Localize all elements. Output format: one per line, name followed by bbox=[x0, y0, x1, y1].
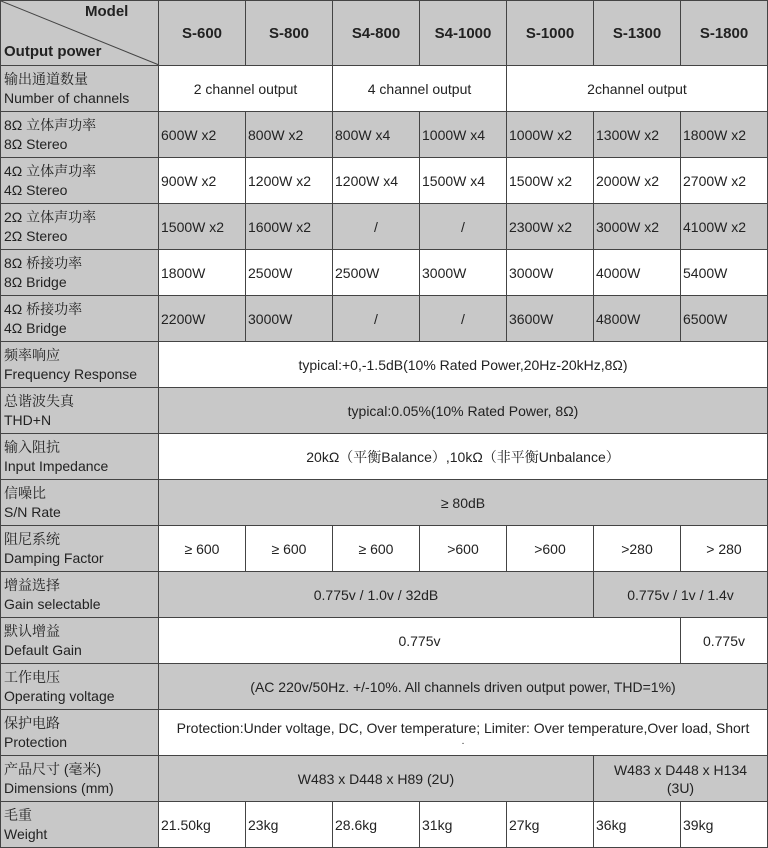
row-label: 输入阻抗 Input Impedance bbox=[1, 434, 159, 480]
dimensions-3u-line1: W483 x D448 x H134 bbox=[613, 761, 748, 778]
value-cell: (AC 220v/50Hz. +/-10%. All channels driven output power, THD=1%) bbox=[159, 664, 768, 710]
value-cell: 1500W x4 bbox=[420, 158, 507, 204]
value-cell: >600 bbox=[420, 526, 507, 572]
model-header: S-600 bbox=[159, 1, 246, 66]
row-label: 毛重 Weight bbox=[1, 802, 159, 848]
row-stereo-8ohm bbox=[1, 112, 768, 158]
value-cell: / bbox=[420, 204, 507, 250]
value-cell: 2200W bbox=[159, 296, 246, 342]
model-header: S4-1000 bbox=[420, 1, 507, 66]
value-cell: 2300W x2 bbox=[507, 204, 594, 250]
value-cell: 0.775v / 1.0v / 32dB bbox=[159, 572, 594, 618]
value-cell: 28.6kg bbox=[333, 802, 420, 848]
value-cell: 27kg bbox=[507, 802, 594, 848]
row-sn-rate bbox=[1, 480, 768, 526]
value-cell bbox=[159, 710, 768, 756]
value-cell: W483 x D448 x H89 (2U) bbox=[159, 756, 594, 802]
row-frequency-response bbox=[1, 342, 768, 388]
row-bridge-4ohm bbox=[1, 296, 768, 342]
value-cell: / bbox=[333, 296, 420, 342]
row-label: 信噪比 S/N Rate bbox=[1, 480, 159, 526]
value-cell: 2700W x2 bbox=[681, 158, 768, 204]
row-gain-selectable bbox=[1, 572, 768, 618]
value-cell: 1200W x2 bbox=[246, 158, 333, 204]
corner-cell bbox=[1, 1, 159, 66]
value-cell: 1800W x2 bbox=[681, 112, 768, 158]
value-cell: 36kg bbox=[594, 802, 681, 848]
value-cell: 2channel output bbox=[507, 66, 768, 112]
row-label: 默认增益 Default Gain bbox=[1, 618, 159, 664]
value-cell: 2 channel output bbox=[159, 66, 333, 112]
model-header: S-1800 bbox=[681, 1, 768, 66]
row-bridge-8ohm bbox=[1, 250, 768, 296]
value-cell: 20kΩ（平衡Balance）,10kΩ（非平衡Unbalance） bbox=[159, 434, 768, 480]
value-cell: ≥ 600 bbox=[159, 526, 246, 572]
model-header: S-1000 bbox=[507, 1, 594, 66]
row-default-gain bbox=[1, 618, 768, 664]
value-cell: ≥ 600 bbox=[246, 526, 333, 572]
value-cell: 4000W bbox=[594, 250, 681, 296]
row-operating-voltage bbox=[1, 664, 768, 710]
value-cell: 1200W x4 bbox=[333, 158, 420, 204]
row-thd bbox=[1, 388, 768, 434]
row-label: 4Ω 立体声功率 4Ω Stereo bbox=[1, 158, 159, 204]
row-label: 总谐波失真 THD+N bbox=[1, 388, 159, 434]
value-cell: 2500W bbox=[333, 250, 420, 296]
value-cell: 3000W bbox=[246, 296, 333, 342]
value-cell: 1000W x4 bbox=[420, 112, 507, 158]
value-cell: >600 bbox=[507, 526, 594, 572]
row-dimensions bbox=[1, 756, 768, 802]
value-cell: 1500W x2 bbox=[159, 204, 246, 250]
row-label: 保护电路 Protection bbox=[1, 710, 159, 756]
row-stereo-4ohm bbox=[1, 158, 768, 204]
value-cell: 2000W x2 bbox=[594, 158, 681, 204]
value-cell: 39kg bbox=[681, 802, 768, 848]
value-cell: 31kg bbox=[420, 802, 507, 848]
value-cell: typical:+0,-1.5dB(10% Rated Power,20Hz-20kHz,8Ω) bbox=[159, 342, 768, 388]
value-cell: > 280 bbox=[681, 526, 768, 572]
value-cell: 3600W bbox=[507, 296, 594, 342]
value-cell: / bbox=[333, 204, 420, 250]
row-channels bbox=[1, 66, 768, 112]
row-label: 4Ω 桥接功率 4Ω Bridge bbox=[1, 296, 159, 342]
value-cell: 2500W bbox=[246, 250, 333, 296]
value-cell: 3000W bbox=[420, 250, 507, 296]
value-cell: 4 channel output bbox=[333, 66, 507, 112]
value-cell: 1000W x2 bbox=[507, 112, 594, 158]
row-label: 频率响应 Frequency Response bbox=[1, 342, 159, 388]
value-cell: 1600W x2 bbox=[246, 204, 333, 250]
value-cell: 800W x2 bbox=[246, 112, 333, 158]
value-cell: >280 bbox=[594, 526, 681, 572]
row-label: 8Ω 立体声功率 8Ω Stereo bbox=[1, 112, 159, 158]
row-label: 增益选择 Gain selectable bbox=[1, 572, 159, 618]
value-cell: 23kg bbox=[246, 802, 333, 848]
value-cell: 5400W bbox=[681, 250, 768, 296]
value-cell: / bbox=[420, 296, 507, 342]
value-cell: 21.50kg bbox=[159, 802, 246, 848]
row-protection bbox=[1, 710, 768, 756]
row-label: 输出通道数量 Number of channels bbox=[1, 66, 159, 112]
value-cell: 1800W bbox=[159, 250, 246, 296]
value-cell: 1500W x2 bbox=[507, 158, 594, 204]
value-cell: 1300W x2 bbox=[594, 112, 681, 158]
row-label: 2Ω 立体声功率 2Ω Stereo bbox=[1, 204, 159, 250]
row-label: 工作电压 Operating voltage bbox=[1, 664, 159, 710]
model-header: S-800 bbox=[246, 1, 333, 66]
value-cell: 600W x2 bbox=[159, 112, 246, 158]
value-cell: 0.775v bbox=[681, 618, 768, 664]
row-label: 8Ω 桥接功率 8Ω Bridge bbox=[1, 250, 159, 296]
dimensions-3u-line2: (3U) bbox=[666, 779, 695, 796]
value-cell bbox=[594, 756, 768, 802]
row-label: 阻尼系统 Damping Factor bbox=[1, 526, 159, 572]
header-row bbox=[1, 1, 768, 66]
value-cell: 3000W bbox=[507, 250, 594, 296]
model-label: Model bbox=[85, 3, 129, 20]
output-power-label: Output power bbox=[4, 43, 102, 60]
value-cell: 0.775v bbox=[159, 618, 681, 664]
value-cell: 0.775v / 1v / 1.4v bbox=[594, 572, 768, 618]
model-header: S4-800 bbox=[333, 1, 420, 66]
value-cell: 900W x2 bbox=[159, 158, 246, 204]
value-cell: 6500W bbox=[681, 296, 768, 342]
value-cell: 4100W x2 bbox=[681, 204, 768, 250]
model-header: S-1300 bbox=[594, 1, 681, 66]
protection-dot: . bbox=[461, 735, 465, 747]
value-cell: 3000W x2 bbox=[594, 204, 681, 250]
value-cell: ≥ 80dB bbox=[159, 480, 768, 526]
value-cell: typical:0.05%(10% Rated Power, 8Ω) bbox=[159, 388, 768, 434]
value-cell: ≥ 600 bbox=[333, 526, 420, 572]
row-weight bbox=[1, 802, 768, 848]
protection-text: Protection:Under voltage, DC, Over temperature; Limiter: Over temperature,Over load, Short bbox=[176, 719, 750, 736]
row-damping-factor bbox=[1, 526, 768, 572]
row-label: 产品尺寸 (毫米) Dimensions (mm) bbox=[1, 756, 159, 802]
row-stereo-2ohm bbox=[1, 204, 768, 250]
value-cell: 800W x4 bbox=[333, 112, 420, 158]
value-cell: 4800W bbox=[594, 296, 681, 342]
row-input-impedance bbox=[1, 434, 768, 480]
